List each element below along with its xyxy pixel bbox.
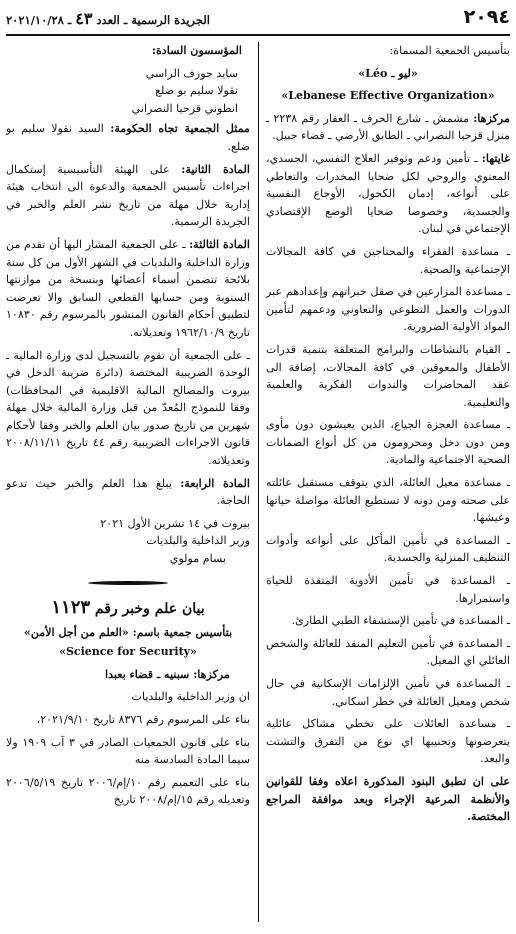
gazette-name: الجريدة الرسمية ـ العدد <box>96 13 210 27</box>
signature-title: وزير الداخلية والبلديات <box>146 534 250 548</box>
art2-text: على الهيئة التأسيسية إستكمال اجراءات تأسيس الجمعية والدعوة الى انتخاب هيئة إدارية خلال مهلة من تاريخ نشر العلم والخبر في الجريدة الرسمية. <box>6 162 250 229</box>
hq-label: مركزها: <box>473 111 510 125</box>
article-3-cont: ـ على الجمعية أن تقوم بالتسجيل لدى وزارة المالية ـ الوحدة الضريبية المختصة (دائرة ضريبة الدخل في بيروت والمصالح المالية الاقليمية في المحافظات) وفقا للنموذج المُعدّ من قبل وزارة المالية خلال مهلة شهرين من تاريخ صدور بيان العلم والخبر وفقا لأحكام قانون الاجراءات الضريبية رقم ٤٤ تاريخ ٢٠٠٨/١١/١١ وتعديلاته. <box>6 348 250 468</box>
notice-number: ١١٢٣ <box>51 596 91 618</box>
article-4 <box>6 475 250 510</box>
art3-text: ـ على الجمعية المشار اليها أن تقدم من وزارة الداخلية والبلديات في الشهر الأول من كل سنة بلائحة تتضمن أسماء أعضائها وبنسخة من موازنتها السنوية ومن حسابها القطعي السابق والا تعرضت لتطبيق أحكام القانون المنشور بالمرسوم رقم ١٠٨٣٠ تاريخ ١٩٦٢/١٠/٩ وتعديلاته. <box>6 237 250 339</box>
founder-name: سايد جوزف الراسي <box>145 66 238 80</box>
aim-label: غايتها: <box>481 151 510 165</box>
issue-number: ٤٣ <box>75 9 93 28</box>
founder-name: انطوني قزحيا النصراني <box>131 101 238 115</box>
section-divider <box>6 578 250 592</box>
art4-label: المادة الرابعة: <box>180 476 250 490</box>
notice-line: بناء على المرسوم رقم ٨٣٧٦ تاريخ ٢٠٢١/٩/١٠، <box>36 713 250 726</box>
aim-item: ـ مساعدة العائلات على تخطي مشاكل عائلية يتعرضونها وتجنيبها اي نوع من التفرق والتشتت والبعد. <box>266 717 510 766</box>
art3-label: المادة الثالثة: <box>189 237 250 251</box>
art4-text: يبلغ هذا العلم والخبر حيث تدعو الحاجة. <box>6 476 250 508</box>
aim-item: ـ مساعدة معيل العائلة، الذي يتوقف مستقبل عائلته على صحته ومن دونه لا تستطيع العائلة مواصلة حياتها وعيشها. <box>266 476 510 525</box>
issue-date: ـ ٢٠٢١/١٠/٢٨ <box>6 13 72 27</box>
aim-item: ـ المساعدة في تأمين التعليم المنقذ للعائلة والشخص العائلي اي المعيل. <box>266 636 510 668</box>
aim-item: ـ مساعدة العجزة الجياع، الذين يعيشون دون مأوى ومن دون دخل ومحرومون من كل أنواع الضمانات الصحية الاجتماعية والمادية. <box>266 418 510 467</box>
headquarters <box>266 110 510 145</box>
notice-name-en: «Science for Security» <box>59 645 197 659</box>
aim-text: ـ تأمين ودعم وتوفير العلاج النفسي، الجسدي، المعنوي والروحي لكل ضحايا المخدرات والتعاطي على أنواعه، إدمان الكحول، الأوجاع النفسية والجسدية، وخصوصا ضحايا الوضع الإقتصادي الإجتماعي في لبنان. <box>266 151 510 236</box>
representative <box>6 120 250 155</box>
page-number: ٢٠٩٤ <box>463 6 510 28</box>
association-name-en: «Lebanese Effective Organization» <box>281 89 495 103</box>
notice-headquarters: مركزها: سبنيه ـ قضاء بعبدا <box>105 667 230 681</box>
left-column <box>6 42 250 814</box>
founders-label: المؤسسون السادة: <box>151 44 242 57</box>
closing-clause: على ان تطبق البنود المذكورة اعلاه وفقا للقوانين والأنظمة المرعية الإجراء وبعد موافقة المراجع المختصة. <box>266 774 510 824</box>
header-rule <box>6 34 510 36</box>
right-column <box>266 42 510 831</box>
notice-head-text: بيان علم وخبر رقم <box>94 600 205 617</box>
aim-item: ـ المساعدة في تأمين الإستشفاء الطبي الطارئ. <box>291 614 510 628</box>
aims <box>266 150 510 238</box>
article-3 <box>6 236 250 342</box>
notice-subtitle: بتأسيس جمعية باسم: «العلم من أجل الأمن» <box>23 625 233 639</box>
signature-date: بيروت في ١٤ تشرين الأول ٢٠٢١ <box>100 516 250 530</box>
art2-label: المادة الثانية: <box>181 162 250 176</box>
aim-item: ـ القيام بالنشاطات والبرامج المتعلقة بتنمية قدرات الأطفال والمعوقين في كافة المجالات، إضافة الى عقد المحاضرات والندوات الفكرية والعلمية والتعليمية. <box>266 342 510 409</box>
rep-text: السيد نقولا سليم بو ضلع. <box>6 122 250 153</box>
aim-item: ـ مساعدة الفقراء والمحتاجين في كافة المجالات الإجتماعية والصحية. <box>266 244 510 276</box>
gazette-title <box>6 9 210 28</box>
notice-line: بناء على قانون الجمعيات الصادر في ٣ آب ١٩٠٩ ولا سيما المادة السادسة منه <box>6 735 250 767</box>
aim-item: ـ المساعدة في تأمين المأكل على أنواعه وأدوات التنظيف المنزلية والجسدية. <box>266 533 510 565</box>
hq-text: مشمش ـ شارع الحرف ـ العقار رقم ٢٢٣٨ ـ منزل قزحيا النصراني ـ الطابق الأرضي ـ قضاء جبيل. <box>266 111 510 143</box>
rep-label: ممثل الجمعية تجاه الحكومة: <box>110 122 250 136</box>
article-2 <box>6 161 250 231</box>
aim-item: ـ المساعدة في تأمين الأدوية المتقذة للحياة واستمرارها. <box>266 574 510 605</box>
aim-item: ـ مساعدة المزارعين في صقل خبراتهم وإعدادهم عبر الدورات والعمل التطوعي والتعاوني ودعمهم لتأمين المواد الأولية الضرورية. <box>266 285 510 334</box>
signature-name: بسام مولوي <box>169 552 226 566</box>
aim-item: ـ المساعدة في تأمين الإلزامات الإسكانية في حال شخص ومعيل العائلة في خطر اسكاني. <box>266 677 510 708</box>
intro-line: بتأسيس الجمعية المسماة: <box>389 44 510 57</box>
column-divider <box>258 42 259 922</box>
page-header <box>6 6 510 32</box>
notice-line: بناء على التعميم رقم ١٠/إم/٢٠٠٦ تاريخ ٢٠٠٦/٥/١٩ وتعديله رقم ١٥/إم/٢٠٠٨ تاريخ <box>6 775 250 807</box>
founder-name: نقولا سليم بو ضلع <box>155 84 238 98</box>
association-name-ar: «ليو ـ Léo» <box>358 66 418 80</box>
notice-heading <box>6 598 250 619</box>
notice-line: ان وزير الداخلية والبلديات <box>131 690 250 704</box>
